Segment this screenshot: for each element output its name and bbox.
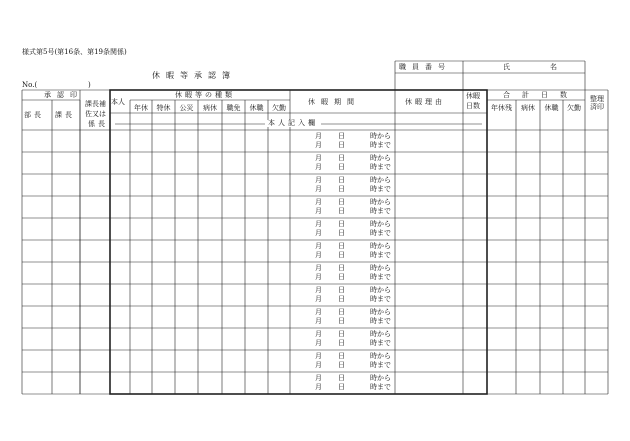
total-item-0: 年休残 <box>491 104 512 112</box>
period-from-time: 時から <box>370 308 391 316</box>
period-to-day: 日 <box>338 339 345 347</box>
period-from-time: 時から <box>370 264 391 272</box>
period-from-month: 月 <box>315 176 322 184</box>
totals-label: 合計日数 <box>503 91 579 99</box>
period-to-month: 月 <box>315 295 322 303</box>
period-from-day: 日 <box>338 286 345 294</box>
period-to-time: 時まで <box>370 141 391 149</box>
director-label: 部長 <box>24 111 44 119</box>
period-to-time: 時まで <box>370 317 391 325</box>
period-to-day: 日 <box>338 141 345 149</box>
period-from-month: 月 <box>315 154 322 162</box>
total-item-2: 休職 <box>544 104 559 112</box>
period-from-day: 日 <box>338 198 345 206</box>
self-entry-label: 本人記入欄 <box>265 120 321 127</box>
period-to-day: 日 <box>338 273 345 281</box>
period-from-time: 時から <box>370 198 391 206</box>
period-to-month: 月 <box>315 273 322 281</box>
leave-type-5: 休職 <box>249 104 264 112</box>
period-to-time: 時まで <box>370 185 391 193</box>
period-to-day: 日 <box>338 295 345 303</box>
period-to-day: 日 <box>338 207 345 215</box>
seal-label-line2: 済印 <box>590 103 604 111</box>
form-number: 様式第5号(第16条、第19条関係) <box>22 48 127 56</box>
leave-type-6: 欠勤 <box>272 104 286 112</box>
leave-types-label: 休暇等の種類 <box>175 91 235 99</box>
form-title: 休暇等承認簿 <box>152 71 236 80</box>
period-from-time: 時から <box>370 154 391 162</box>
assistant-line1: 課長補 <box>85 100 106 108</box>
period-from-month: 月 <box>315 352 322 360</box>
period-to-day: 日 <box>338 361 345 369</box>
period-to-time: 時まで <box>370 273 391 281</box>
period-from-time: 時から <box>370 374 391 382</box>
approval-label: 承認印 <box>44 91 83 99</box>
period-from-time: 時から <box>370 286 391 294</box>
period-from-month: 月 <box>315 374 322 382</box>
period-to-month: 月 <box>315 339 322 347</box>
period-to-day: 日 <box>338 185 345 193</box>
period-from-day: 日 <box>338 242 345 250</box>
period-to-month: 月 <box>315 141 322 149</box>
assistant-line3: 係長 <box>88 120 108 128</box>
period-to-time: 時まで <box>370 163 391 171</box>
period-from-time: 時から <box>370 242 391 250</box>
total-item-1: 病休 <box>521 104 535 112</box>
period-from-month: 月 <box>315 264 322 272</box>
period-to-month: 月 <box>315 317 322 325</box>
leave-type-1: 特休 <box>156 104 171 112</box>
period-from-day: 日 <box>338 264 345 272</box>
name-label: 氏名 <box>503 63 597 71</box>
period-to-time: 時まで <box>370 251 391 259</box>
period-from-month: 月 <box>315 220 322 228</box>
total-item-3: 欠勤 <box>567 104 581 112</box>
period-to-day: 日 <box>338 383 345 391</box>
period-from-day: 日 <box>338 176 345 184</box>
period-from-time: 時から <box>370 330 391 338</box>
period-from-month: 月 <box>315 330 322 338</box>
period-to-time: 時まで <box>370 207 391 215</box>
period-from-time: 時から <box>370 352 391 360</box>
period-from-time: 時から <box>370 176 391 184</box>
period-to-month: 月 <box>315 383 322 391</box>
period-to-day: 日 <box>338 163 345 171</box>
period-to-time: 時まで <box>370 339 391 347</box>
leave-type-3: 病休 <box>203 104 217 112</box>
period-from-month: 月 <box>315 286 322 294</box>
self-entry-frame <box>110 90 487 394</box>
period-from-day: 日 <box>338 352 345 360</box>
period-to-month: 月 <box>315 185 322 193</box>
period-to-day: 日 <box>338 317 345 325</box>
period-to-month: 月 <box>315 207 322 215</box>
period-to-day: 日 <box>338 229 345 237</box>
period-from-day: 日 <box>338 374 345 382</box>
no-close: ) <box>88 81 91 89</box>
period-to-month: 月 <box>315 163 322 171</box>
leave-type-4: 職免 <box>226 104 241 112</box>
period-to-month: 月 <box>315 361 322 369</box>
period-from-day: 日 <box>338 154 345 162</box>
assistant-line2: 佐又は <box>85 110 106 118</box>
section-chief-label: 課長 <box>55 111 75 119</box>
period-from-month: 月 <box>315 242 322 250</box>
period-from-day: 日 <box>338 220 345 228</box>
leave-type-2: 公災 <box>179 104 194 112</box>
period-to-day: 日 <box>338 251 345 259</box>
period-from-day: 日 <box>338 132 345 140</box>
reason-label: 休暇理由 <box>405 98 445 106</box>
leave-type-0: 年休 <box>134 104 148 112</box>
days-label-line2: 日数 <box>466 102 480 110</box>
period-to-month: 月 <box>315 229 322 237</box>
days-label-line1: 休暇 <box>466 92 480 100</box>
period-from-time: 時から <box>370 132 391 140</box>
staff-number-label: 職員番号 <box>399 63 451 71</box>
period-label: 休暇期間 <box>308 98 360 106</box>
period-from-month: 月 <box>315 198 322 206</box>
period-to-time: 時まで <box>370 383 391 391</box>
seal-label-line1: 整理 <box>590 95 604 103</box>
self-label: 本人 <box>111 98 125 106</box>
period-from-time: 時から <box>370 220 391 228</box>
no-label: No.( <box>22 81 38 89</box>
period-from-month: 月 <box>315 308 322 316</box>
period-to-month: 月 <box>315 251 322 259</box>
period-to-time: 時まで <box>370 229 391 237</box>
period-from-day: 日 <box>338 330 345 338</box>
period-from-month: 月 <box>315 132 322 140</box>
period-to-time: 時まで <box>370 361 391 369</box>
period-from-day: 日 <box>338 308 345 316</box>
period-to-time: 時まで <box>370 295 391 303</box>
